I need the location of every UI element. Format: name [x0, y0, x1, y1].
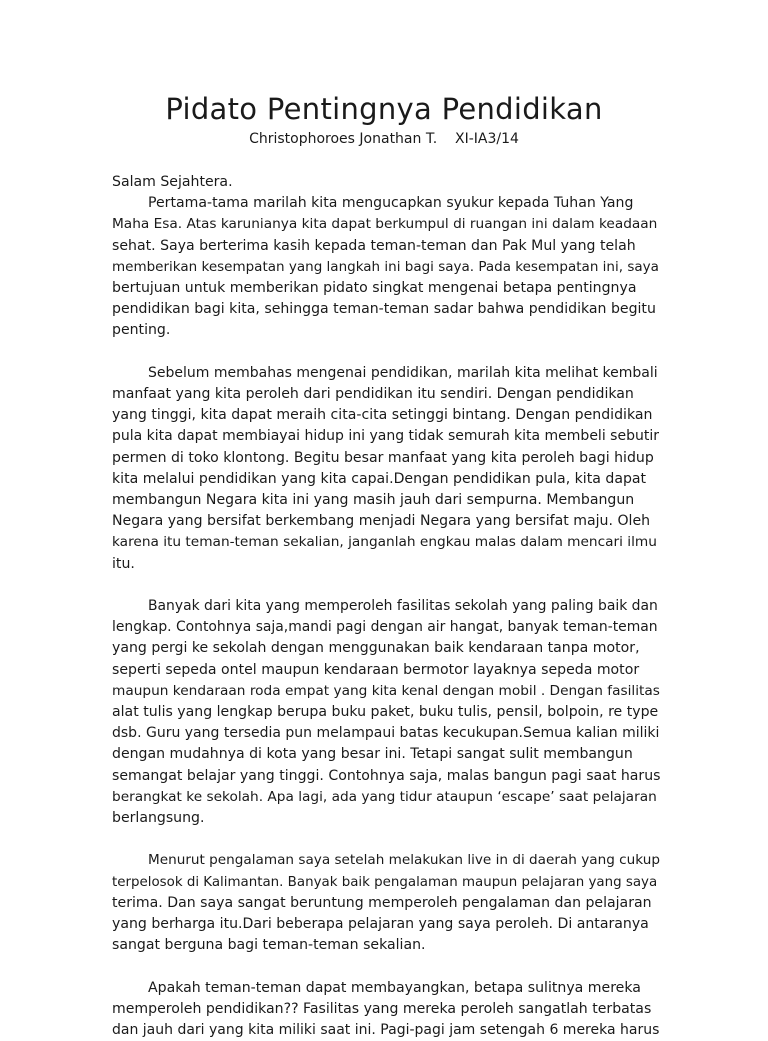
paragraph-4 — [112, 850, 660, 956]
paragraph-2 — [112, 363, 660, 575]
paragraph-gap — [112, 342, 660, 363]
class-code: XI-IA3/14 — [454, 131, 519, 147]
paragraph-line: terpelosok di Kalimantan. Banyak baik pengalaman maupun pelajaran yang saya — [112, 874, 658, 890]
paragraph-line: Maha Esa. Atas karunianya kita dapat berkumpul di ruangan ini dalam keadaan — [112, 216, 658, 233]
paragraph-5 — [112, 978, 660, 1041]
author-name: Christophoroes Jonathan T. — [249, 131, 438, 147]
paragraph-line: permen di toko klontong. Begitu besar manfaat yang kita peroleh bagi hidup — [112, 449, 654, 466]
paragraph-line: itu. — [112, 555, 135, 572]
paragraph-gap — [112, 829, 660, 850]
paragraph-line: bertujuan untuk memberikan pidato singkat mengenai betapa pentingnya — [112, 280, 637, 297]
paragraph-gap — [112, 575, 660, 596]
document-subtitle — [0, 131, 768, 147]
paragraph-line: maupun kendaraan roda empat yang kita kenal dengan mobil . Dengan fasilitas — [112, 682, 660, 699]
paragraph-line: Pertama-tama marilah kita mengucapkan syukur kepada Tuhan Yang — [148, 195, 634, 212]
paragraph-line: dan jauh dari yang kita miliki saat ini. Pagi-pagi jam setengah 6 mereka harus — [112, 1022, 660, 1039]
paragraph-line: yang berharga itu.Dari beberapa pelajaran yang saya peroleh. Di antaranya — [112, 916, 649, 933]
paragraph-line: sangat berguna bagi teman-teman sekalian. — [112, 937, 426, 954]
paragraph-line: Menurut pengalaman saya setelah melakukan live in di daerah yang cukup — [148, 852, 660, 869]
paragraph-line: semangat belajar yang tinggi. Contohnya saja, malas bangun pagi saat harus — [112, 767, 661, 784]
paragraph-line: membangun Negara kita ini yang masih jauh dari sempurna. Membangun — [112, 492, 635, 509]
paragraph-line: berangkat ke sekolah. Apa lagi, ada yang tidur ataupun ‘escape’ saat pelajaran — [112, 788, 657, 805]
paragraph-line: penting. — [112, 322, 171, 339]
paragraph-line: Sebelum membahas mengenai pendidikan, marilah kita melihat kembali — [148, 364, 658, 381]
paragraph-line: Banyak dari kita yang memperoleh fasilitas sekolah yang paling baik dan — [148, 598, 658, 615]
document-body — [112, 172, 660, 1041]
paragraph-line: dsb. Guru yang tersedia pun melampaui batas kecukupan.Semua kalian miliki — [112, 725, 660, 742]
paragraph-1 — [112, 193, 660, 341]
paragraph-3 — [112, 596, 660, 829]
paragraph-line: yang tinggi, kita dapat meraih cita-cita setinggi bintang. Dengan pendidikan — [112, 407, 653, 424]
paragraph-line: terima. Dan saya sangat beruntung memperoleh pengalaman dan pelajaran — [112, 894, 652, 911]
paragraph-line: yang pergi ke sekolah dengan menggunakan baik kendaraan tanpa motor, — [112, 640, 640, 657]
paragraph-line: sehat. Saya berterima kasih kepada teman-teman dan Pak Mul yang telah — [112, 237, 636, 254]
paragraph-line: memperoleh pendidikan?? Fasilitas yang mereka peroleh sangatlah terbatas — [112, 1000, 652, 1017]
paragraph-line: berlangsung. — [112, 810, 205, 827]
paragraph-line: memberikan kesempatan yang langkah ini bagi saya. Pada kesempatan ini, saya — [112, 258, 659, 275]
paragraph-line: manfaat yang kita peroleh dari pendidikan itu sendiri. Dengan pendidikan — [112, 386, 634, 403]
paragraph-line: dengan mudahnya di kota yang besar ini. Tetapi sangat sulit membangun — [112, 746, 633, 763]
paragraph-line: Apakah teman-teman dapat membayangkan, betapa sulitnya mereka — [148, 979, 641, 996]
paragraph-gap — [112, 956, 660, 977]
paragraph-line: lengkap. Contohnya saja,mandi pagi dengan air hangat, banyak teman-teman — [112, 619, 658, 636]
document-title: Pidato Pentingnya Pendidikan — [165, 92, 603, 126]
paragraph-line: kita melalui pendidikan yang kita capai.Dengan pendidikan pula, kita dapat — [112, 470, 647, 487]
greeting: Salam Sejahtera. — [112, 174, 233, 190]
paragraph-line: alat tulis yang lengkap berupa buku paket, buku tulis, pensil, bolpoin, re type — [112, 704, 659, 721]
paragraph-line: seperti sepeda ontel maupun kendaraan bermotor layaknya sepeda motor — [112, 661, 640, 678]
paragraph-line: pula kita dapat membiayai hidup ini yang tidak semurah kita membeli sebutir — [112, 428, 659, 445]
paragraph-line: pendidikan bagi kita, sehingga teman-teman sadar bahwa pendidikan begitu — [112, 301, 656, 318]
paragraph-line: Negara yang bersifat berkembang menjadi Negara yang bersifat maju. Oleh — [112, 513, 651, 530]
paragraph-line: karena itu teman-teman sekalian, janganlah engkau malas dalam mencari ilmu — [112, 534, 657, 551]
